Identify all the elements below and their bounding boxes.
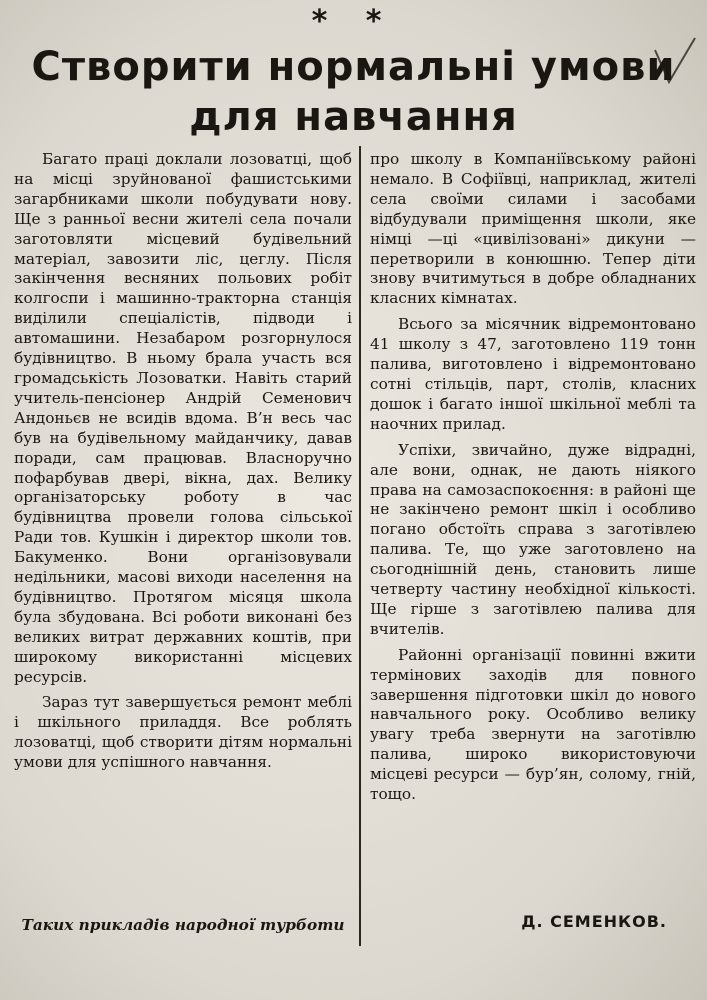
column-divider <box>359 146 361 946</box>
continuation-line: Таких прикладів народної турботи <box>21 916 345 934</box>
paragraph: Районні організації повинні вжити термінових заходів для повного завершення підготовки шкіл до нового навчального року. Особливо велику увагу треба звернути на заготівлю палива, широко використовуючи місцеві ресурси — бур’ян, солому, гній, тощо. <box>370 645 696 804</box>
author-signature: Д. СЕМЕНКОВ. <box>521 912 667 931</box>
section-stars: * * <box>311 4 396 39</box>
paragraph: Багато праці доклали лозоватці, щоб на місці зруйнованої фашистськими загарбниками школи побудувати нову. Ще з ранньої весни жителі села почали заготовляти місцевий будівельний матеріал, завозити ліс, цеглу. Після закінчення весняних польових робіт колгоспи і машинно-тракторна станція виділили спеціалістів, підводи і автомашини. Незабаром розгорнулося будівництво. В ньому брала участь вся громадськість Лозоватки. Навіть старий учитель-пенсіонер Андрій Семенович Андоньєв не всидів вдома. В’н весь час був на будівельному майданчику, давав поради, сам працював. Власноручно пофарбував двері, вікна, дах. Велику організаторську роботу в час будівництва провели голова сільської Ради тов. Кушкін і директор школи тов. Бакуменко. Вони організовували недільники, масові виходи населення на будівництво. Протягом місяця школа була збудована. Всі роботи виконані без великих витрат державних коштів, при широкому використанні місцевих ресурсів. <box>14 150 352 686</box>
article-column-right <box>370 150 696 805</box>
article-column-left <box>14 150 352 773</box>
paragraph: Зараз тут завершується ремонт меблі і шкільного приладдя. Все роблять лозоватці, щоб створити дітям нормальні умови для успішного навчання. <box>14 693 352 772</box>
paragraph: про школу в Компаніївському районі немало. В Софіївці, наприклад, жителі села своїми силами і засобами відбудували приміщення школи, яке німці —ці «цивілізовані» дикуни — перетворили в конюшню. Тепер діти знову вчитимуться в добре обладнаних класних кімнатах. <box>370 150 696 308</box>
article-title-line-2: для навчання <box>189 94 518 140</box>
paragraph: Успіхи, звичайно, дуже відрадні, але вони, однак, не дають ніякого права на самозаспокоєння: в районі ще не закінчено ремонт шкіл і особливо погано обстоїть справа з заготівлею палива. Те, що уже заготовлено на сьогоднішній день, становить лише четверту частину необхідної кількості. Ще гірше з заготівлею палива для вчителів. <box>370 440 696 638</box>
paragraph: Всього за місячник відремонтовано 41 школу з 47, заготовлено 119 тонн палива, виготовлено і відремонтовано сотні стільців, парт, столів, класних дошок і багато іншої шкільної меблі та наочних прилад. <box>370 315 696 433</box>
article-title <box>0 42 707 142</box>
article-title-line-1: Створити нормальні умови <box>31 44 676 90</box>
